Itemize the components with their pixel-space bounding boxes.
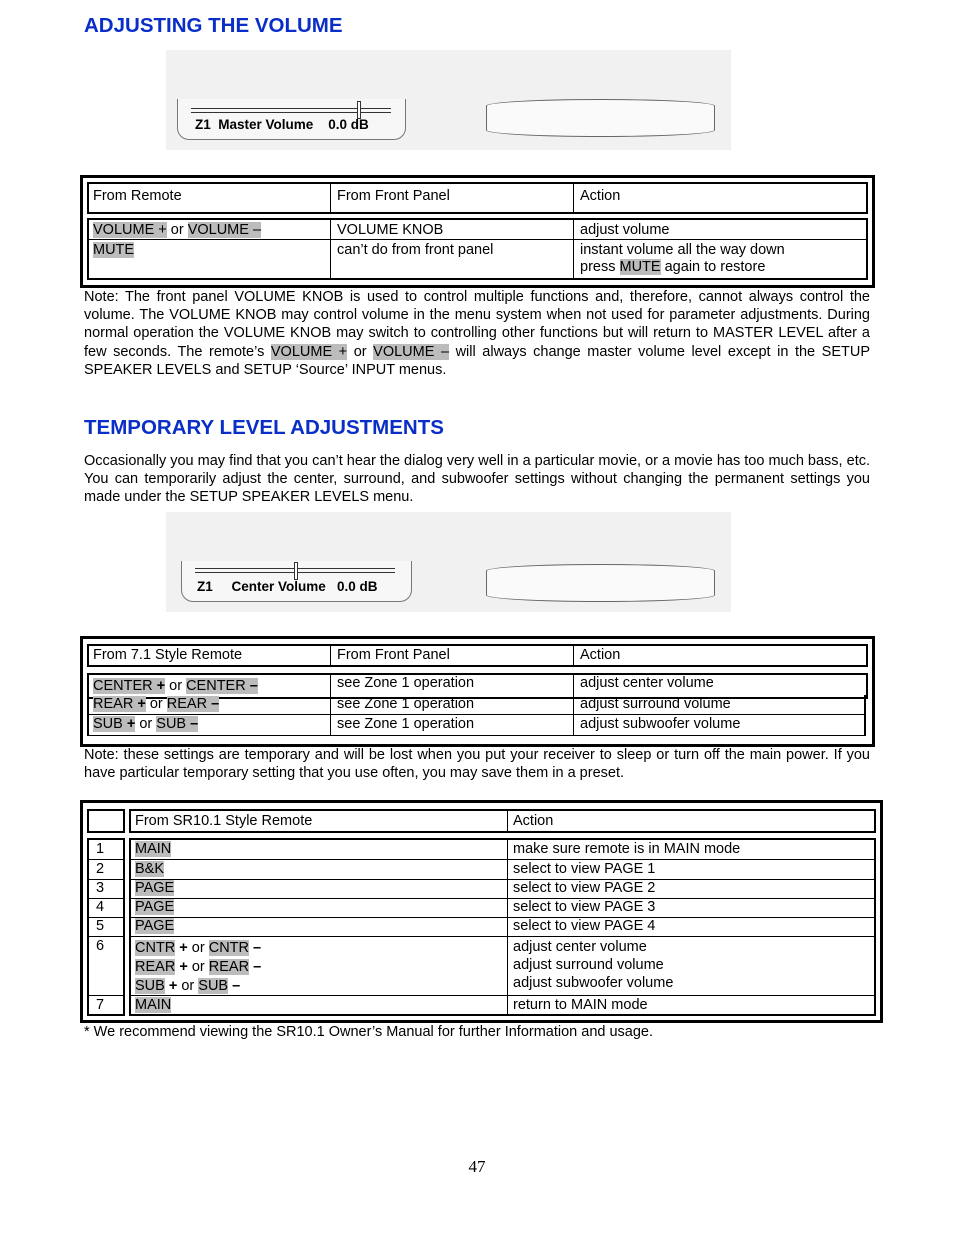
header-from-remote: From Remote [93,188,182,204]
sr10-remote-table [80,800,883,1023]
cell-action: adjust volume [580,222,670,238]
table-row: VOLUME + or VOLUME – [93,222,262,238]
header-action: Action [513,813,554,829]
row-number: 1 [96,841,105,857]
header-from-7-1-remote: From 7.1 Style Remote [93,647,243,663]
master-volume-readout: Z1 Master Volume 0.0 dB [195,117,369,132]
cell-action: return to MAIN mode [513,997,648,1013]
cell-remote: MAIN [135,841,172,857]
display-oval-window [486,99,715,137]
cell-remote: PAGE [135,918,175,934]
row-number: 4 [96,899,105,915]
section-title-adjusting-volume: ADJUSTING THE VOLUME [84,14,343,37]
cell-action: instant volume all the way down press MUTE again to restore [580,242,785,275]
cell-panel: see Zone 1 operation [337,696,475,712]
cell-panel: see Zone 1 operation [337,675,475,691]
table-row: MUTE [93,242,135,258]
cell-action: make sure remote is in MAIN mode [513,841,741,857]
temporary-level-table [80,636,875,747]
table-header-row [87,644,868,667]
table-body [87,218,868,280]
header-from-front-panel: From Front Panel [337,647,450,663]
section-title-temporary-level: TEMPORARY LEVEL ADJUSTMENTS [84,416,444,439]
cell-remote: REAR + or REAR – [93,696,220,712]
center-slider-thumb [294,562,298,580]
cell-action: adjust center volume [580,675,714,691]
table-header-row [87,182,868,214]
cell-action: adjust center volume adjust surround volume adjust subwoofer volume [513,939,674,991]
temporary-intro: Occasionally you may find that you can’t hear the dialog very well in a particular movie, or a movie has too much bass, etc. You can temporarily adjust the center, surround, and subwoofer settings without changing the permanent settings you made under the SETUP SPEAKER LEVELS menu. [84,453,870,506]
header-number-cell [87,809,125,833]
temporary-note: Note: these settings are temporary and will be lost when you put your receiver to sleep or turn off the main power. If you have particular temporary setting that you use often, you may save them in a preset. [84,747,870,782]
center-volume-lcd [181,561,412,602]
header-action: Action [580,188,621,204]
sr10-table-body [129,838,876,1016]
master-volume-display-panel [166,50,731,150]
cell-action: adjust subwoofer volume [580,716,741,732]
cell-remote: PAGE [135,880,175,896]
master-volume-lcd [177,99,406,140]
cell-remote: B&K [135,861,165,877]
table-rows-rear-sub [87,695,866,736]
number-column [87,838,125,1016]
row-number: 3 [96,880,105,896]
cell-remote: CNTR + or CNTR – REAR + or REAR – SUB + or SUB – [135,940,262,994]
cell-panel: can’t do from front panel [337,242,494,258]
cell-remote: MAIN [135,997,172,1013]
row-number: 5 [96,918,105,934]
center-volume-display-panel [166,512,731,612]
cell-panel: see Zone 1 operation [337,716,475,732]
cell-remote: CENTER + or CENTER – [93,678,258,694]
display-oval-window [486,564,715,602]
page-number: 47 [468,1157,486,1176]
cell-remote: PAGE [135,899,175,915]
cell-action: adjust surround volume [580,696,731,712]
cell-action: select to view PAGE 3 [513,899,656,915]
volume-slider-track [191,108,391,113]
header-action: Action [580,647,621,663]
header-from-sr10-remote: From SR10.1 Style Remote [135,813,313,829]
cell-action: select to view PAGE 1 [513,861,656,877]
sr10-footnote: * We recommend viewing the SR10.1 Owner’s Manual for further Information and usage. [84,1024,654,1040]
cell-panel: VOLUME KNOB [337,222,444,238]
table-header-row [129,809,876,833]
header-from-front-panel: From Front Panel [337,188,450,204]
center-volume-readout: Z1 Center Volume 0.0 dB [197,579,378,594]
volume-controls-table [80,175,875,288]
row-number: 7 [96,997,105,1013]
row-number: 6 [96,938,105,954]
cell-action: select to view PAGE 4 [513,918,656,934]
row-number: 2 [96,861,105,877]
cell-action: select to view PAGE 2 [513,880,656,896]
cell-remote: SUB + or SUB – [93,716,199,732]
volume-note: Note: The front panel VOLUME KNOB is used to control multiple functions and, therefore, cannot always control the volume. The VOLUME KNOB may control volume in the menu system when not used for parameter adjustments. During normal operation the VOLUME KNOB may switch to controlling other functions but will return to MASTER LEVEL after a few seconds. The remote’s VOLUME + or VOLUME – will always change master volume level except in the SETUP SPEAKER LEVELS and SETUP ‘Source’ INPUT menus. [84,289,870,378]
